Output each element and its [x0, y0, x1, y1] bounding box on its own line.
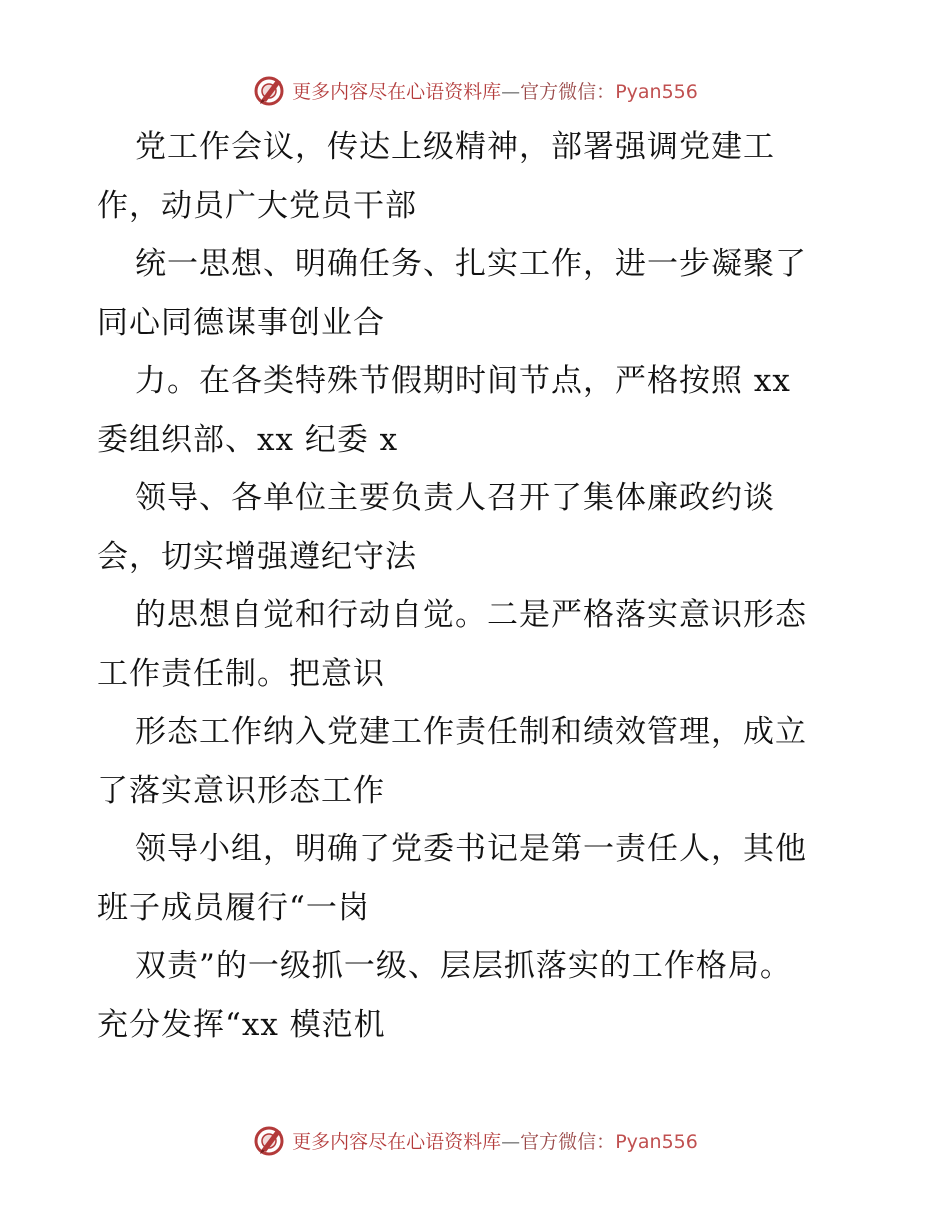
text-line: 的思想自觉和行动自觉。二是严格落实意识形态 — [135, 597, 807, 633]
text-line: 形态工作纳入党建工作责任制和绩效管理，成立 — [135, 714, 807, 750]
text-line: 双责”的一级抓一级、层层抓落实的工作格局。 — [135, 948, 792, 984]
text-line: 同心同德谋事创业合 — [97, 304, 385, 341]
text-line: 力。在各类特殊节假期时间节点，严格按照 xx — [135, 363, 791, 399]
pen-logo-icon — [252, 1123, 286, 1157]
text-line: 工作责任制。把意识 — [97, 655, 385, 692]
text-line: 会，切实增强遵纪守法 — [97, 538, 417, 575]
header-prefix: 更多内容尽在心语资料库 — [292, 80, 502, 103]
text-line: 统一思想、明确任务、扎实工作，进一步凝聚了 — [135, 246, 807, 282]
text-line: 委组织部、xx 纪委 x — [97, 421, 399, 458]
text-line: 充分发挥“xx 模范机 — [97, 1006, 386, 1043]
header-wechat-label: 官方微信： — [520, 80, 616, 103]
text-line: 了落实意识形态工作 — [97, 772, 385, 809]
text-line: 党工作会议，传达上级精神，部署强调党建工 — [135, 129, 775, 165]
header-separator: — — [501, 80, 521, 103]
footer-banner — [0, 1120, 950, 1160]
footer-prefix: 更多内容尽在心语资料库 — [292, 1130, 502, 1153]
footer-text — [292, 1127, 698, 1154]
text-line: 作，动员广大党员干部 — [97, 187, 417, 224]
pen-logo-icon — [252, 73, 286, 107]
footer-wechat-id: Pyan556 — [615, 1130, 698, 1153]
footer-wechat-label: 官方微信： — [520, 1130, 616, 1153]
footer-separator: — — [501, 1130, 521, 1153]
document-body — [97, 118, 857, 1054]
header-banner — [0, 70, 950, 110]
header-wechat-id: Pyan556 — [615, 80, 698, 103]
text-line: 领导小组，明确了党委书记是第一责任人，其他 — [135, 831, 807, 867]
text-line: 领导、各单位主要负责人召开了集体廉政约谈 — [135, 480, 775, 516]
text-line: 班子成员履行“一岗 — [97, 889, 370, 926]
header-text — [292, 77, 698, 104]
